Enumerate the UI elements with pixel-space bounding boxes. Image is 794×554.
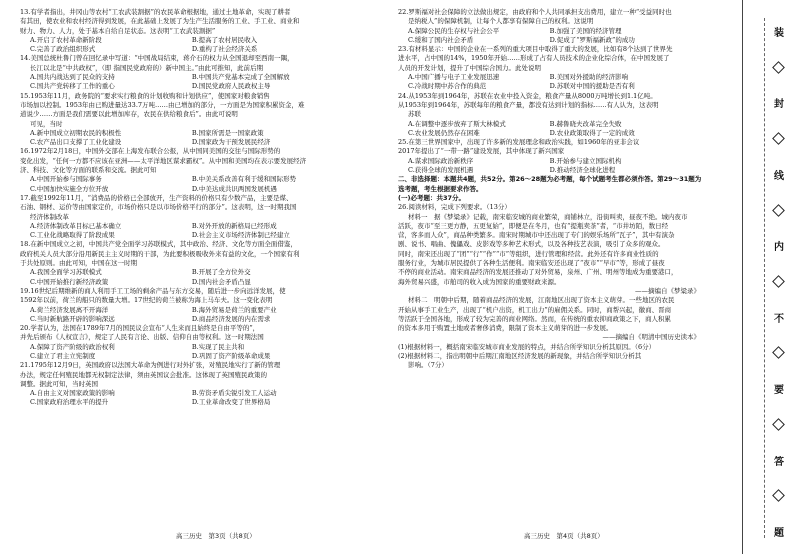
right-text-line: 营，客多而人众”，商品种类繁多。南宋时期城市中还出现了专门的娱乐场所“瓦子”，其中有演杂 xyxy=(398,231,675,240)
left-option: C.建立了君主立宪制度 xyxy=(30,351,96,360)
binding-char: 内 xyxy=(774,242,784,254)
right-options-row xyxy=(398,120,714,129)
left-text-line: 可见，当时 xyxy=(30,119,63,128)
left-text-line: 19.16世纪后期维新的商人利用手工工场的剩余产品与东方交易，随后进一步向远洋发展，使 xyxy=(20,286,286,295)
left-option: C.国家政府治理水平的提升 xyxy=(30,398,109,407)
right-options-row xyxy=(398,129,714,138)
left-option: B.对外开放的新格局已经形成 xyxy=(191,221,277,230)
left-option: B.中国共产党基本完成了全国解放 xyxy=(191,73,290,82)
left-option: D.重构了社会经济关系 xyxy=(191,45,258,54)
left-options-row xyxy=(20,306,378,315)
right-text-line: 25.在第三世界国家中，出现了许多新的发展理念和政治实践，如1960年的亚非会议 xyxy=(398,138,640,147)
right-options-row xyxy=(398,36,714,45)
binding-char: 要 xyxy=(774,385,784,397)
right-option: A.中国广播与电子工业发展迅速 xyxy=(408,73,500,82)
right-text-line: 24.从1953年到1964年，苏联在农业中投入资金，粮食产量从8000万吨增长到1.1亿吨。 xyxy=(398,91,657,100)
binding-char: 线 xyxy=(774,170,784,182)
left-option: D.商品经济发展的内在需求 xyxy=(191,314,271,323)
right-option: A.谋求国际政治新秩序 xyxy=(408,156,474,165)
left-text-line: 石油、钢材、运价等由国家定价，市场价格只是以市场价格平行的部分”。这表明，这一时期我国 xyxy=(20,203,297,212)
left-option: A.荷兰经济发展离不开海洋 xyxy=(30,305,109,314)
right-text-line: 2017年提出了“一带一路”建设发展，其中体现了新兴国家 xyxy=(398,147,565,156)
left-option: B.开展了全方位外交 xyxy=(191,268,251,277)
left-text-line: 道说少……方面是我们需要以此增加库存，农民在供给粮食后”。由此可说明 xyxy=(20,110,238,119)
left-option: D.国家政为干预发展民经济 xyxy=(191,138,271,147)
left-text-line: 经济体制改革 xyxy=(30,212,69,221)
right-text-line: 的资本多用于购置土地或者奢侈消费，限制了资本主义萌芽的进一步发展。 xyxy=(398,324,613,333)
page-footer-right: 高三历史 第4页（共8页） xyxy=(524,532,604,540)
left-text-line: 办法，规定任何殖民地都无权制定法律，须由英国议会批准。这体现了英国殖民政策的 xyxy=(20,370,267,379)
right-text-line: 23.有材料显示：中国的企业在一系列的重大项目中取得了重大的发展，比如有8个达到了世界先 xyxy=(398,45,673,54)
right-text-line: (1)根据材料一，概括南宋临安城市商业发展的特点，并结合所学知识分析其原因。（6分） xyxy=(398,342,656,351)
right-text-line: 剧、说书、唱曲、傀儡戏、皮影戏等多种艺术形式，以及各种技艺表演，吸引了众多的观众。 xyxy=(398,240,665,249)
right-options-row xyxy=(398,166,714,175)
right-text-line: ——摘编自《明清中国历史读本》 xyxy=(602,333,700,342)
binding-line xyxy=(742,0,743,554)
left-option: B.实现了民主共和 xyxy=(191,342,245,351)
left-option: A.新中国成立初期农民的积极性 xyxy=(30,128,122,137)
right-text-line: 开始从事手工业生产，出现了“机户出资，机工出力”的雇佣关系。同时，商帮兴起，徽商、晋商 xyxy=(398,305,672,314)
right-text-line: 同时，南宋还出现了“团”“行”“作”“市”等组织，进行管理和经营。此外还有许多商业性质的 xyxy=(398,249,659,258)
left-text-line: 政府机关人员大部分沿用新民主主义时期的干部，为此要积极吸收外来有益的文化，一个国家有利 xyxy=(20,249,300,258)
left-text-line: 变化出发，“任何一方都不应该在亚洲——太平洋地区谋求霸权”。从中国和美国均在表示要发展经济 xyxy=(20,156,307,165)
left-text-line: 18.在新中国成立之初，中国共产党全面学习苏联模式，其中政治、经济、文化等方面全面借鉴， xyxy=(20,240,297,249)
left-option: D.工业革命改变了世界格局 xyxy=(191,398,271,407)
right-text-line: 人员的开发计划，提升了中国综合国力。此处说明 xyxy=(398,63,541,72)
right-text-line: 海外贸易兴盛，市舶司的收入成为国家的重要财政来源。 xyxy=(398,277,561,286)
left-options-row xyxy=(20,82,378,91)
left-text-line: 13.有学者指出，井冈山等农村“工农武装割据”的农民革命根据地，通过土地革命，实现了耕者 xyxy=(20,8,291,16)
left-option: A.自由主义对国家政策的影响 xyxy=(30,389,115,398)
left-text-line: 于共处原则。由此可知，中国在这一时期 xyxy=(20,259,137,268)
left-option: A.我国全面学习苏联模式 xyxy=(30,268,102,277)
left-text-line: 长江以北是“中共政权”，（即 指国民党政府的）新中国主。”由此可推知，此前后期 xyxy=(30,63,264,72)
binding-diamond-icon xyxy=(772,132,785,145)
binding-char: 封 xyxy=(774,99,784,111)
right-text-line: 服务行业，为城市居民提供了各种生活便利。南宋临安还出现了“夜市”“早市”等，形成了昼夜 xyxy=(398,259,665,268)
right-option: B.开始参与建立国际机构 xyxy=(549,156,622,165)
binding-diamond-icon xyxy=(772,418,785,431)
right-text-line: 影响。（7分） xyxy=(408,361,448,370)
binding-char: 答 xyxy=(774,456,784,468)
right-text-line: 26.阅读材料，完成下列要求。（13分） xyxy=(398,203,511,212)
left-option: B.国家所需是一国家政策 xyxy=(191,128,264,137)
right-option: C.缓和了国内社会矛盾 xyxy=(408,35,474,44)
right-options-row xyxy=(398,27,714,36)
right-column xyxy=(398,8,714,371)
left-option: B.劳资矛盾尖锐引发工人运动 xyxy=(191,389,277,398)
left-option: B.中美关系改善有利于缓和国际形势 xyxy=(191,175,297,184)
right-option: B.赫鲁晓夫改革完全失败 xyxy=(549,119,622,128)
right-text-line: (一)必考题：共37分。 xyxy=(398,193,465,202)
right-options-row xyxy=(398,82,714,91)
left-options-row xyxy=(20,222,378,231)
right-option: D.农业政策取得了一定的成效 xyxy=(549,128,635,137)
left-option: A.经济体制改革目标已基本确立 xyxy=(30,221,122,230)
right-text-line: 从1953年到1964年，苏联每年的粮食产量，都没有达到计划的指标……有人认为，这表明 xyxy=(398,100,659,109)
left-options-row xyxy=(20,343,378,352)
binding-diamond-icon xyxy=(772,275,785,288)
left-text-line: 15.1953年11月，政务院的“要求实行粮食的计划收购和计划供应”，使国家对粮食销售 xyxy=(20,91,270,100)
right-option: D.苏联对中国的援助是否有利 xyxy=(549,82,635,91)
right-text-line: ——摘编自《梦粱录》 xyxy=(635,286,700,295)
binding-char: 题 xyxy=(774,528,784,539)
right-text-line: 材料一 据《梦粱录》记载，南宋临安城的商业繁荣，商铺林立，沿街叫卖，昼夜不绝。城内夜市 xyxy=(408,212,688,221)
left-text-line: 20.学者认为，法国在1789年7月的国民议会宣布“人生来而且始终是自由平等的”， xyxy=(20,324,260,333)
right-text-line: 22.罗斯福对社会保障的立法做出规定，由政府和个人共同承担支出费用，建立一种“受益同时也 xyxy=(398,8,672,16)
left-text-line: 市场加以控制。1953年由已购进量达33.7万吨……由已增加的部分，一方面是为国家积累资金，难 xyxy=(20,100,305,109)
left-option: B.海外贸易是荷兰的重要产业 xyxy=(191,305,277,314)
right-option: C.农业发展仍然存在困难 xyxy=(408,128,480,137)
right-text-line: 活跃，夜市“至三更方静，五更复始”，即便是在冬月，也有“提瓶卖茶”者，“市井坊陌，数日经 xyxy=(398,221,669,230)
right-text-line: (2)根据材料二，指出明朝中后期江南地区经济发展的新现象，并结合所学知识分析其 xyxy=(398,351,642,360)
left-options-row xyxy=(20,138,378,147)
right-options-row xyxy=(398,157,714,166)
left-options-row xyxy=(20,278,378,287)
right-text-line: 是纳税人”的保障机制，让每个人都享有保障自己的权利。这说明 xyxy=(408,17,594,26)
binding-margin xyxy=(730,0,794,554)
left-option: D.巩固了资产阶级革命成果 xyxy=(191,351,271,360)
left-option: D.国内社会矛盾凸显 xyxy=(191,277,251,286)
right-text-line: 等活跃于全国各地，形成了较为完善的商业网络。然而，在传统的重农抑商政策之下，商人积累 xyxy=(398,314,671,323)
left-option: C.农产品出口支撑了工业化建设 xyxy=(30,138,122,147)
left-option: A.保障了资产阶级的政治权利 xyxy=(30,342,115,351)
binding-diamond-icon xyxy=(772,204,785,217)
left-option: C.国共产党转移了工作的重心 xyxy=(30,82,115,91)
right-text-line: 材料二 明朝中后期，随着商品经济的发展，江南地区出现了资本主义萌芽。一些地区的农民 xyxy=(408,296,675,305)
left-text-line: 济、科技、文化等方面的联系和交流。据此可知 xyxy=(20,166,157,175)
left-column xyxy=(20,8,378,408)
binding-diamond-icon xyxy=(772,61,785,74)
binding-char: 不 xyxy=(774,313,784,325)
left-text-line: 财力、物力、人力，处于基本自给自足状态。这表明“工农武装割据” xyxy=(20,26,216,35)
page-footer-left: 高三历史 第3页（共8页） xyxy=(176,532,256,540)
left-options-row xyxy=(20,268,378,277)
left-option: D.中美达成共识两国发展机遇 xyxy=(191,184,277,193)
left-option: C.当时新航路开辟的影响深远 xyxy=(30,314,115,323)
left-option: A.开启了农村革命新阶段 xyxy=(30,35,102,44)
right-options-row xyxy=(398,73,714,82)
left-option: D.国民党政府人民政权主导 xyxy=(191,82,271,91)
right-option: A.保障公民的生存权与社会公平 xyxy=(408,26,500,35)
right-option: A.在调整中逐步放弃了斯大林模式 xyxy=(408,119,506,128)
right-text-line: 进水平，占中国的14%，1950年开始……形成了占有人员技术的企业化综合体，在中国发展了 xyxy=(398,54,670,63)
left-options-row xyxy=(20,398,378,407)
right-text-line: 苏联 xyxy=(408,110,421,119)
left-options-row xyxy=(20,315,378,324)
left-text-line: 1592年以前，荷兰的船只的数量大增。17世纪的荷兰被称为海上马车夫。这一变化表明 xyxy=(20,296,273,305)
left-text-line: 有其田，使农业和农村经济得到发展，在此基础上发展了为生产生活服务的工业、手工业、商业和 xyxy=(20,17,300,26)
binding-dashed-line xyxy=(764,18,765,538)
left-options-row xyxy=(20,185,378,194)
right-option: B.加强了美国的经济管理 xyxy=(549,26,622,35)
left-option: A.国共内战达到了民众的支持 xyxy=(30,73,115,82)
left-text-line: 17.截至1992年11月，“消费品的价格已全部放开，生产资料的价格只有少数产品，主要是煤、 xyxy=(20,193,293,202)
left-options-row xyxy=(20,73,378,82)
left-option: C.中国加快实施全方位开放 xyxy=(30,184,109,193)
binding-diamond-icon xyxy=(772,347,785,360)
left-option: C.完善了政治组织形式 xyxy=(30,45,96,54)
binding-diamond-icon xyxy=(772,489,785,502)
left-option: C.工业化战略取得了阶段成果 xyxy=(30,231,115,240)
left-text-line: 14.美国总统杜鲁门曾在回忆录中写道：“中国战局结束，蒋介石的权力从全国退却至西南一隅， xyxy=(20,54,294,63)
left-text-line: 21.1795年12月9日，英国政府以法国大革命为例进行对外扩张，对殖民地实行了新的管理 xyxy=(20,361,281,370)
left-text-line: 16.1972年2月18日，中国外交部在上海发布联合公报，从中国同美国的交往与国际形势的 xyxy=(20,147,281,156)
left-option: D.社会主义市场经济体制已经建立 xyxy=(191,231,290,240)
left-option: A.中国开始参与国际事务 xyxy=(30,175,102,184)
left-option: C.中国开始推行新经济政策 xyxy=(30,277,109,286)
left-options-row xyxy=(20,36,378,45)
right-option: C.获得全球的发展机遇 xyxy=(408,166,474,175)
left-option: B.提高了农村居民收入 xyxy=(191,35,258,44)
left-text-line: 调整。据此可知，当时英国 xyxy=(20,379,98,388)
left-options-row xyxy=(20,231,378,240)
right-text-line: 二、非选择题：本题共4题，共52分。第26～28题为必考题，每个试题考生都必须作答。第29～31题为 xyxy=(398,175,702,184)
left-options-row xyxy=(20,129,378,138)
left-options-row xyxy=(20,352,378,361)
right-text-line: 不停的商业活动。南宋商品经济的发展还推动了对外贸易，泉州、广州、明州等地成为重要港口， xyxy=(398,268,678,277)
left-options-row xyxy=(20,175,378,184)
right-option: B.美国对外援助的经济影响 xyxy=(549,73,629,82)
right-text-line: 选考题，考生根据要求作答。 xyxy=(398,184,483,193)
left-options-row xyxy=(20,45,378,54)
left-text-line: 并先后颁布《人权宣言》，规定了人民有言论、出版、信仰自由等权利。这一时期法国 xyxy=(20,333,264,342)
right-option: D.促成了“罗斯福新政”的成功 xyxy=(549,35,635,44)
right-option: D.推动经济全球化进程 xyxy=(549,166,616,175)
binding-char: 装 xyxy=(774,28,784,39)
right-option: C.冷战时期中苏合作的典范 xyxy=(408,82,487,91)
